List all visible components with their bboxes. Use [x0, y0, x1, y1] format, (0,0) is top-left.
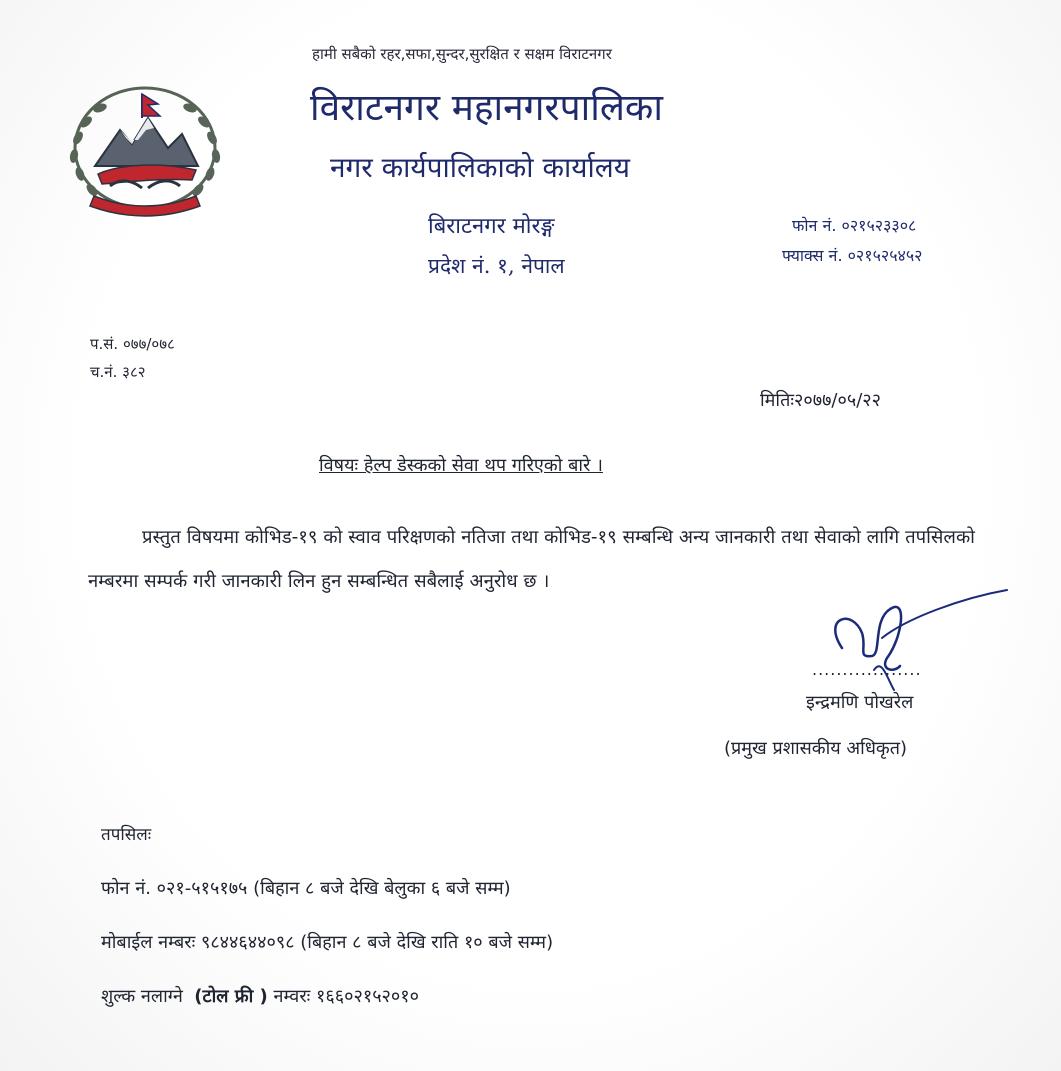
nepal-emblem-icon: [50, 78, 240, 228]
office-subtitle: नगर कार्यपालिकाको कार्यालय: [330, 151, 630, 184]
office-name: विराटनगर महानगरपालिका: [310, 86, 663, 129]
signature-scribble: [812, 578, 1012, 698]
address-city: बिराटनगर मोरङ्ग: [428, 214, 555, 239]
helpdesk-mobile-line: मोबाईल नम्बरः ९८४४६४४०९८ (बिहान ८ बजे देखि राति १० बजे सम्म): [101, 932, 554, 953]
helpdesk-phone-line: फोन नं. ०२१-५१५१७५ (बिहान ८ बजे देखि बेलुका ६ बजे सम्म): [101, 878, 511, 899]
helpdesk-tollfree-line: [101, 984, 419, 1008]
tollfree-prefix: शुल्क नलाग्ने: [101, 986, 183, 1007]
signatory-name: इन्द्रमणि पोखरेल: [806, 692, 914, 713]
signature-line: ..................: [812, 660, 922, 679]
letter-body: प्रस्तुत विषयमा कोभिड-१९ को स्वाव परिक्षणको नतिजा तथा कोभिड-१९ सम्बन्धि अन्य जानकारी तथा सेवाको लागि तपसिलको नम्बरमा सम्पर्क गरी जानकारी लिन हुन सम्बन्धित सबैलाई अनुरोध छ ।: [88, 527, 975, 592]
tollfree-number: नम्वरः १६६०२१५२०१०: [273, 986, 419, 1007]
address-province: प्रदेश नं. १, नेपाल: [428, 254, 565, 278]
letter-subject: विषयः हेल्प डेस्कको सेवा थप गरिएको बारे ।: [319, 455, 603, 476]
details-label: तपसिलः: [101, 825, 152, 845]
office-fax: फ्याक्स नं. ०२१५२५४५२: [782, 246, 923, 265]
fiscal-year-ref: प.सं. ०७७/०७८: [90, 335, 175, 353]
letter-date: मितिः२०७७/०५/२२: [760, 390, 881, 411]
signatory-title: (प्रमुख प्रशासकीय अधिकृत): [724, 738, 908, 759]
tollfree-label: (टोल फ्री ): [194, 986, 268, 1007]
office-phone: फोन नं. ०२१५२३३०८: [792, 216, 917, 235]
slogan: हामी सबैको रहर,सफा,सुन्दर,सुरक्षित र सक्षम विराटनगर: [312, 45, 612, 63]
dispatch-number: च.नं. ३८२: [90, 363, 146, 381]
